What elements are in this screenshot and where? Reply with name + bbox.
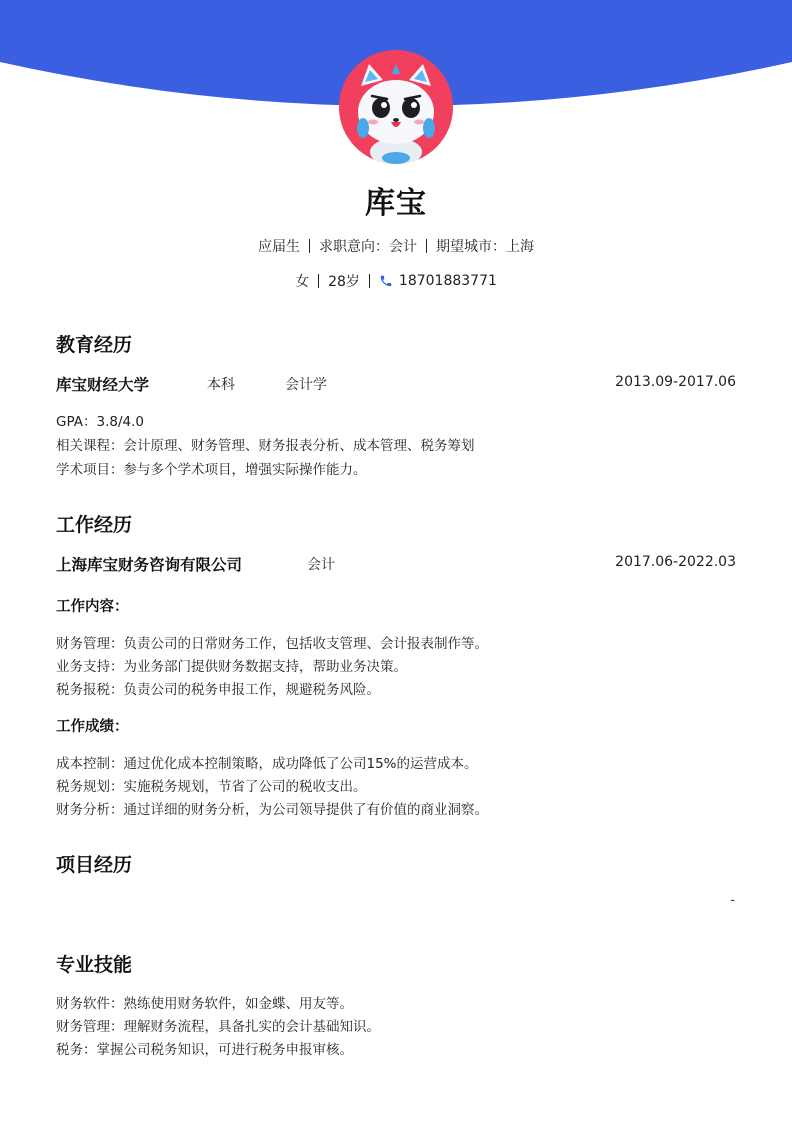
target-city-text: 期望城市：上海 xyxy=(436,239,534,255)
work-section-title: 工作经历 xyxy=(56,514,133,536)
education-detail: 相关课程：会计原理、财务管理、财务报表分析、成本管理、税务筹划 xyxy=(56,438,475,454)
education-section-title: 教育经历 xyxy=(56,334,133,356)
target-job-text: 求职意向：会计 xyxy=(319,239,417,255)
projects-placeholder: - xyxy=(730,893,735,908)
major-text: 会计学 xyxy=(285,377,327,393)
status-text: 应届生 xyxy=(258,239,300,255)
divider xyxy=(309,239,310,253)
work-content-item: 财务管理：负责公司的日常财务工作，包括收支管理、会计报表制作等。 xyxy=(56,636,488,652)
work-achievement-item: 税务规划：实施税务规划，节省了公司的税收支出。 xyxy=(56,779,367,795)
work-achievement-item: 成本控制：通过优化成本控制策略，成功降低了公司15%的运营成本。 xyxy=(56,756,478,772)
projects-section-title: 项目经历 xyxy=(56,854,133,876)
divider xyxy=(318,274,319,288)
work-achievement-item: 财务分析：通过详细的财务分析，为公司领导提供了有价值的商业洞察。 xyxy=(56,802,488,818)
work-entry-header xyxy=(56,553,736,575)
gender-text: 女 xyxy=(295,274,310,290)
degree-text: 本科 xyxy=(207,377,235,393)
divider xyxy=(369,274,370,288)
education-period: 2013.09-2017.06 xyxy=(615,374,736,390)
skills-section-title: 专业技能 xyxy=(56,954,133,976)
work-period: 2017.06-2022.03 xyxy=(615,554,736,570)
basic-info-line-2 xyxy=(0,271,792,291)
job-role: 会计 xyxy=(307,557,335,573)
work-achievements-heading: 工作成绩： xyxy=(56,719,129,735)
company-name: 上海库宝财务咨询有限公司 xyxy=(56,556,243,574)
phone-number: 18701883771 xyxy=(398,273,497,289)
skill-item: 财务软件：熟练使用财务软件，如金蝶、用友等。 xyxy=(56,996,353,1012)
work-content-heading: 工作内容： xyxy=(56,599,129,615)
candidate-name: 库宝 xyxy=(365,186,427,221)
divider xyxy=(426,239,427,253)
phone-icon xyxy=(379,274,393,288)
mascot-avatar-icon xyxy=(339,50,453,164)
avatar xyxy=(339,50,453,164)
basic-info-line-1 xyxy=(0,236,792,256)
skill-item: 财务管理：理解财务流程，具备扎实的会计基础知识。 xyxy=(56,1019,380,1035)
school-name: 库宝财经大学 xyxy=(56,376,150,394)
work-content-item: 业务支持：为业务部门提供财务数据支持，帮助业务决策。 xyxy=(56,659,407,675)
education-detail: GPA：3.8/4.0 xyxy=(56,414,144,430)
age-text: 28岁 xyxy=(328,274,360,290)
work-content-item: 税务报税：负责公司的税务申报工作，规避税务风险。 xyxy=(56,682,380,698)
education-detail: 学术项目：参与多个学术项目，增强实际操作能力。 xyxy=(56,462,367,478)
skill-item: 税务：掌握公司税务知识，可进行税务申报审核。 xyxy=(56,1042,353,1058)
education-entry-header xyxy=(56,373,736,395)
